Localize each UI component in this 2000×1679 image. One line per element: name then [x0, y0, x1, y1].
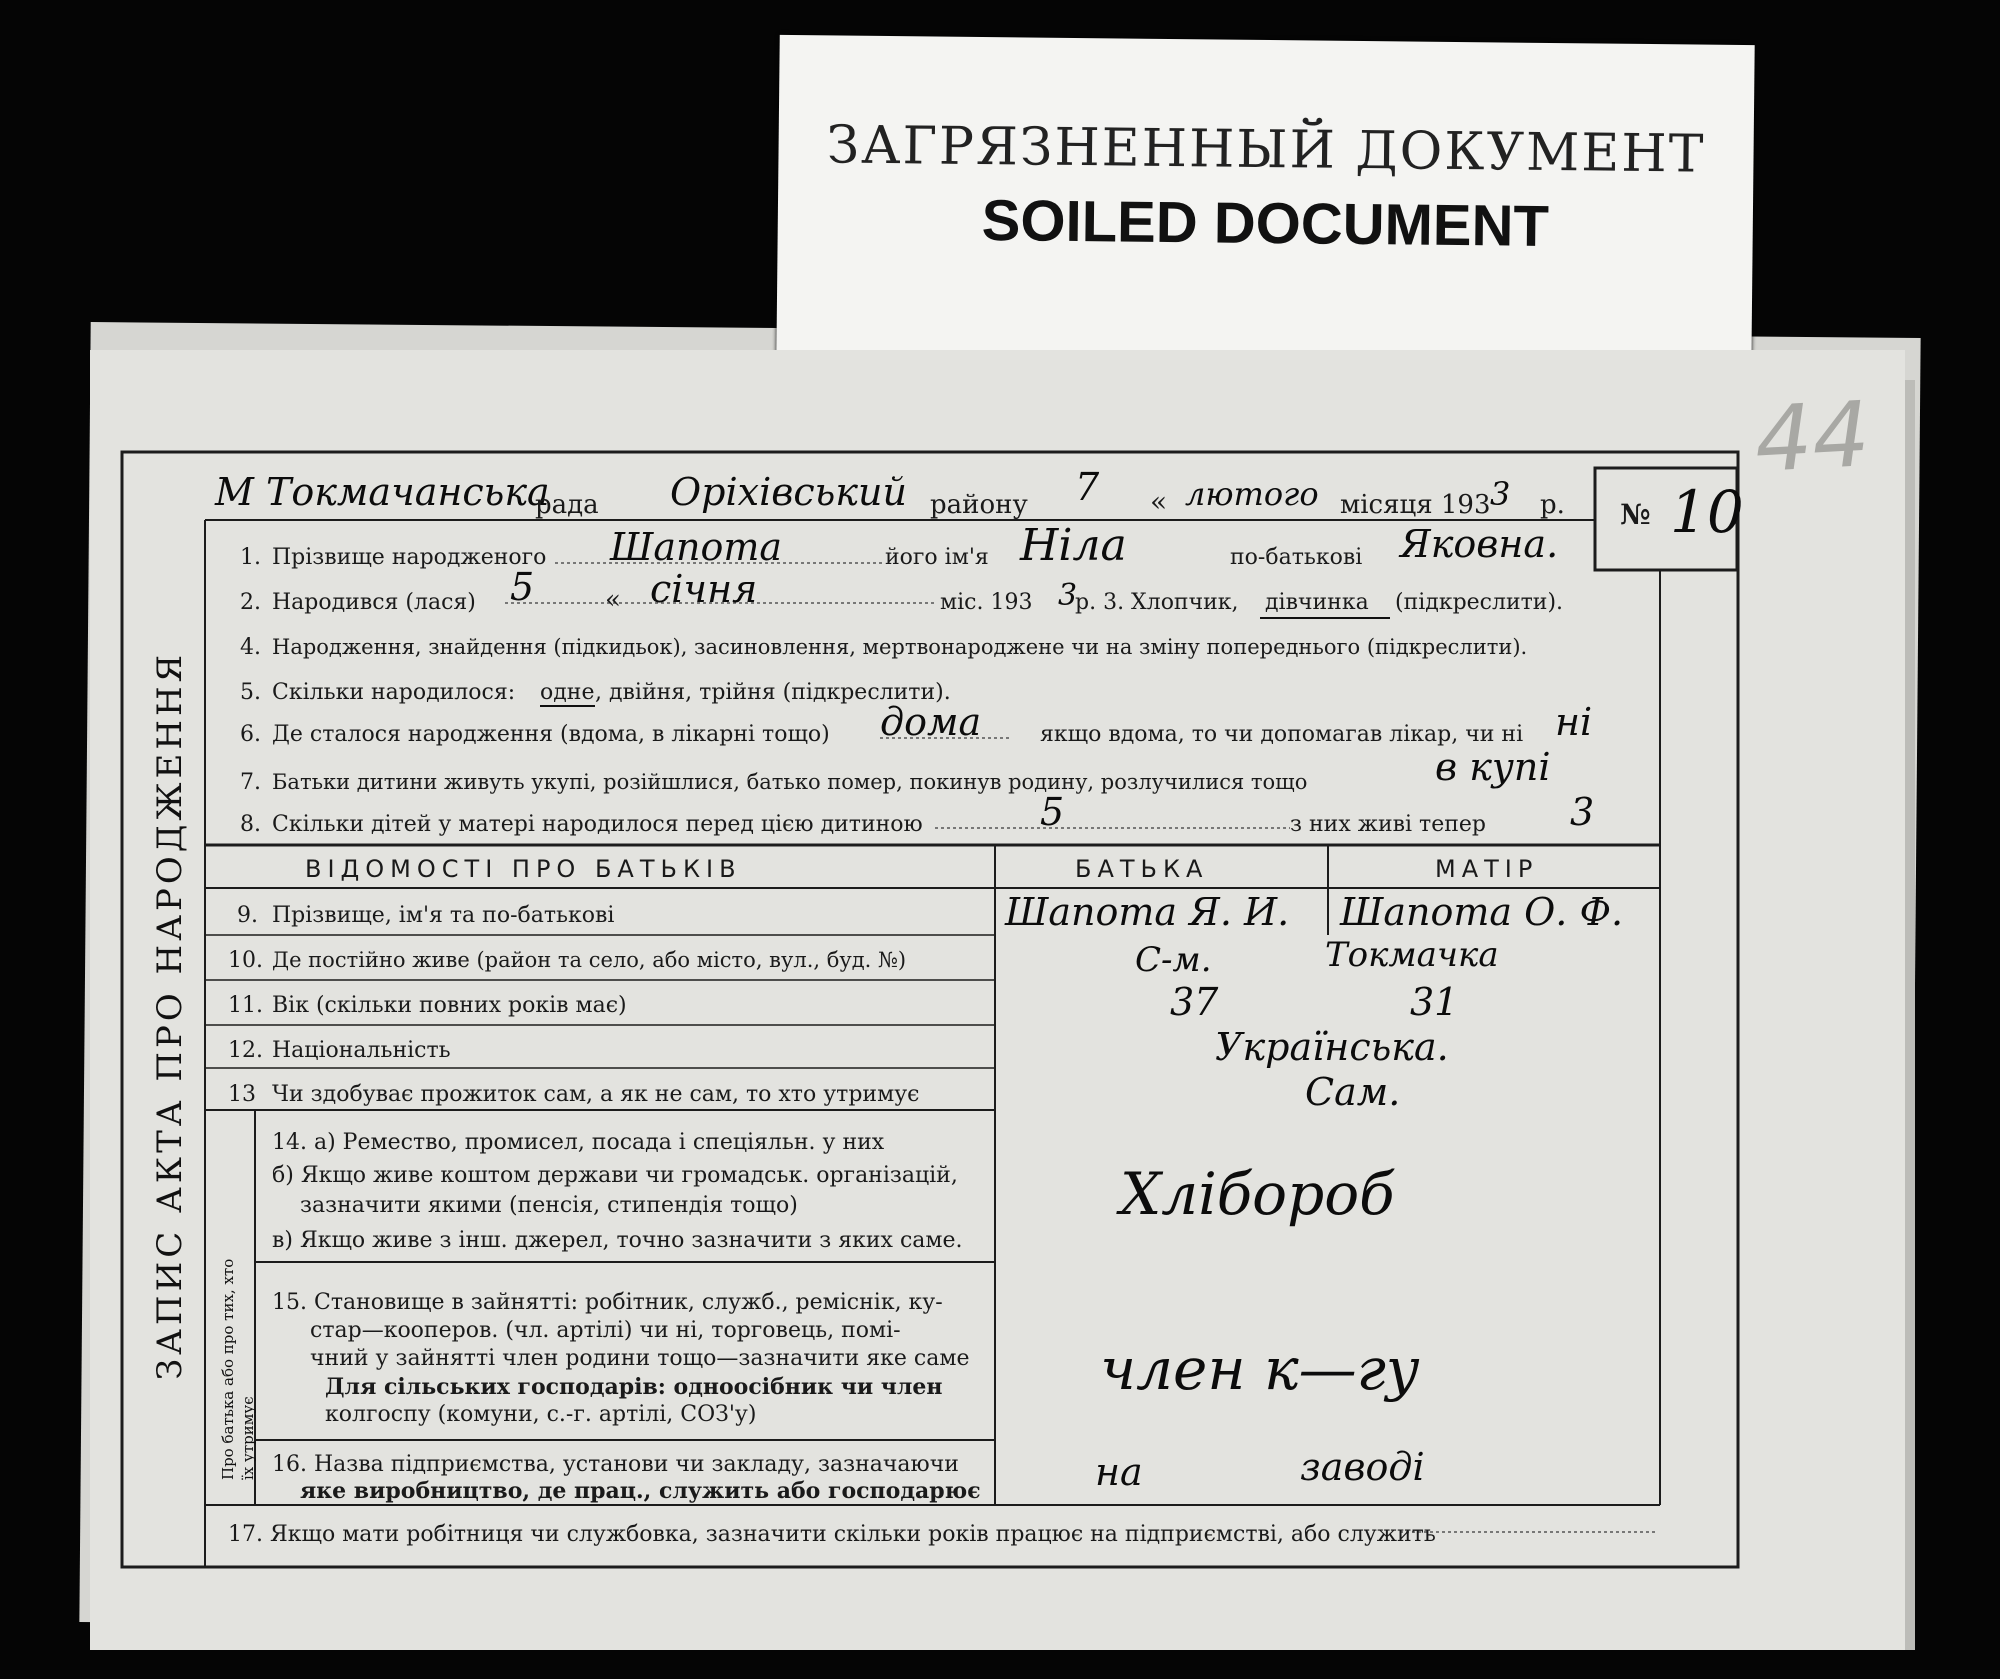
row-11-number: 11. — [228, 993, 263, 1018]
record-number-handwritten: 10 — [1670, 478, 1744, 546]
mother-residence-handwritten: Токмачка — [1325, 935, 1499, 975]
sex-instruction: (підкреслити). — [1395, 590, 1564, 615]
row-2-number: 2. — [240, 590, 261, 615]
row-4-number: 4. — [240, 635, 261, 660]
day-quote: « — [1150, 485, 1168, 518]
birth-day-quote: « — [605, 585, 621, 615]
father-name-handwritten: Шапота Я. И. — [1005, 890, 1290, 934]
doctor-help-handwritten: ні — [1555, 700, 1593, 744]
row-6-question: якщо вдома, то чи допомагав лікар, чи ні — [1040, 722, 1524, 747]
row-7-label: Батьки дитини живуть укупі, розійшлися, батько помер, покинув родину, розлучилися тощо — [272, 770, 1308, 794]
row-7-number: 7. — [240, 770, 261, 795]
table-header-mother: МАТІР — [1435, 855, 1539, 883]
council-handwritten: М Токмачанська — [215, 470, 550, 514]
sticker-english-text: SOILED DOCUMENT — [981, 188, 1550, 259]
occupation-handwritten: Хлібороб — [1120, 1160, 1395, 1228]
day-handwritten: 7 — [1075, 465, 1100, 509]
mother-name-handwritten: Шапота О. Ф. — [1340, 890, 1624, 934]
children-living-handwritten: 3 — [1570, 790, 1595, 834]
sex-label: р. 3. Хлопчик, — [1075, 590, 1239, 615]
children-born-handwritten: 5 — [1040, 790, 1065, 834]
row-15-line-3: чний у зайнятті член родини тощо—зазначити яке саме — [310, 1346, 970, 1371]
birth-day-handwritten: 5 — [510, 565, 535, 609]
row-6-number: 6. — [240, 722, 261, 747]
row-15-line-4: Для сільських господарів: одноосібник чи член — [325, 1374, 943, 1400]
birth-month-handwritten: січня — [650, 567, 758, 611]
pencil-page-number: 44 — [1752, 382, 1873, 493]
workplace-handwritten-2: заводі — [1300, 1445, 1425, 1489]
row-14a-label: 14. а) Ремество, промисел, посада і спеціяльн. у них — [272, 1130, 885, 1155]
row-4-label: Народження, знайдення (підкидьок), засиновлення, мертвонароджене чи на зміну попереднього (підкреслити). — [272, 635, 1528, 659]
surname-handwritten: Шапота — [610, 525, 783, 569]
row-9-label: Прізвище, ім'я та по-батькові — [272, 903, 615, 928]
row-16-line-2: яке виробництво, де прац., служить або господарює — [300, 1478, 981, 1504]
row-15-line-2: стар—кооперов. (чл. артілі) чи ні, торговець, помі- — [310, 1318, 901, 1343]
parents-status-handwritten: в купі — [1435, 745, 1551, 789]
row-14b-label-1: б) Якщо живе коштом держави чи громадськ. організацій, — [272, 1163, 958, 1188]
patronymic-label: по-батькові — [1230, 545, 1363, 570]
birth-year-label: міс. 193 — [940, 590, 1033, 615]
row-13-label: Чи здобуває прожиток сам, а як не сам, то хто утримує — [272, 1082, 920, 1107]
row-8-living-label: з них живі тепер — [1290, 812, 1486, 837]
vertical-form-title: ЗАПИС АКТА ПРО НАРОДЖЕННЯ — [150, 650, 190, 1380]
nationality-handwritten: Українська. — [1215, 1025, 1449, 1069]
vertical-side-note: Про батька або про тих, хто їх утримує — [219, 1258, 257, 1480]
birth-year-handwritten: 3 — [1058, 578, 1078, 613]
sticker-russian-text: ЗАГРЯЗНЕННЫЙ ДОКУМЕНТ — [826, 115, 1706, 185]
first-name-label: його ім'я — [885, 545, 989, 570]
row-11-label: Вік (скільки повних років має) — [272, 993, 627, 1018]
row-12-number: 12. — [228, 1038, 263, 1063]
row-8-number: 8. — [240, 812, 261, 837]
row-2-label: Народився (лася) — [272, 590, 476, 615]
sex-girl-underlined: дівчинка — [1265, 590, 1369, 615]
self-support-handwritten: Сам. — [1305, 1070, 1401, 1114]
row-1-number: 1. — [240, 545, 261, 570]
row-14b-label-2: зазначити якими (пенсія, стипендія тощо) — [300, 1193, 798, 1218]
patronymic-handwritten: Яковна. — [1400, 522, 1559, 566]
row-5-options: , двійня, трійня (підкреслити). — [595, 680, 951, 705]
first-name-handwritten: Ніла — [1020, 520, 1127, 571]
row-6-label: Де сталося народження (вдома, в лікарні тощо) — [272, 722, 830, 747]
father-residence-handwritten: С-м. — [1135, 940, 1212, 980]
row-9-number: 9. — [237, 903, 258, 928]
row-10-label: Де постійно живе (район та село, або місто, вул., буд. №) — [272, 948, 907, 972]
employment-status-handwritten: член к—гу — [1100, 1335, 1420, 1403]
row-12-label: Національність — [272, 1038, 451, 1063]
row-16-line-1: 16. Назва підприємства, установи чи закладу, зазначаючи — [272, 1452, 959, 1477]
row-5-label: Скільки народилося: — [272, 680, 516, 705]
row-5-number: 5. — [240, 680, 261, 705]
father-age-handwritten: 37 — [1170, 980, 1219, 1024]
mother-age-handwritten: 31 — [1410, 980, 1459, 1024]
table-header-father: БАТЬКА — [1075, 855, 1209, 883]
record-number-label: № — [1620, 498, 1651, 531]
row-15-line-1: 15. Становище в зайнятті: робітник, служб., реміснік, ку- — [272, 1290, 943, 1315]
month-handwritten: лютого — [1185, 475, 1319, 513]
row-15-line-5: колгоспу (комуни, с.-г. артілі, СОЗ'у) — [325, 1402, 757, 1427]
row-10-number: 10. — [228, 948, 263, 973]
row-17-label: 17. Якщо мати робітниця чи службовка, зазначити скільки років працює на підприємстві, або служить — [228, 1522, 1436, 1547]
month-year-label: місяця 193 — [1340, 490, 1491, 520]
council-label: рада — [535, 490, 599, 520]
district-handwritten: Оріхівський — [670, 470, 907, 514]
workplace-handwritten-1: на — [1095, 1450, 1143, 1494]
table-header-parents-info: ВІДОМОСТІ ПРО БАТЬКІВ — [305, 855, 742, 883]
year-suffix: р. — [1540, 490, 1565, 520]
birth-place-handwritten: дома — [880, 700, 982, 744]
year-handwritten: 3 — [1490, 475, 1511, 513]
row-1-label: Прізвище народженого — [272, 545, 547, 570]
row-5-one-underlined: одне — [540, 680, 595, 705]
district-label: району — [930, 490, 1028, 520]
row-14c-label: в) Якщо живе з інш. джерел, точно зазначити з яких саме. — [272, 1228, 963, 1253]
row-13-number: 13 — [228, 1082, 256, 1107]
row-8-label: Скільки дітей у матері народилося перед цією дитиною — [272, 812, 923, 837]
